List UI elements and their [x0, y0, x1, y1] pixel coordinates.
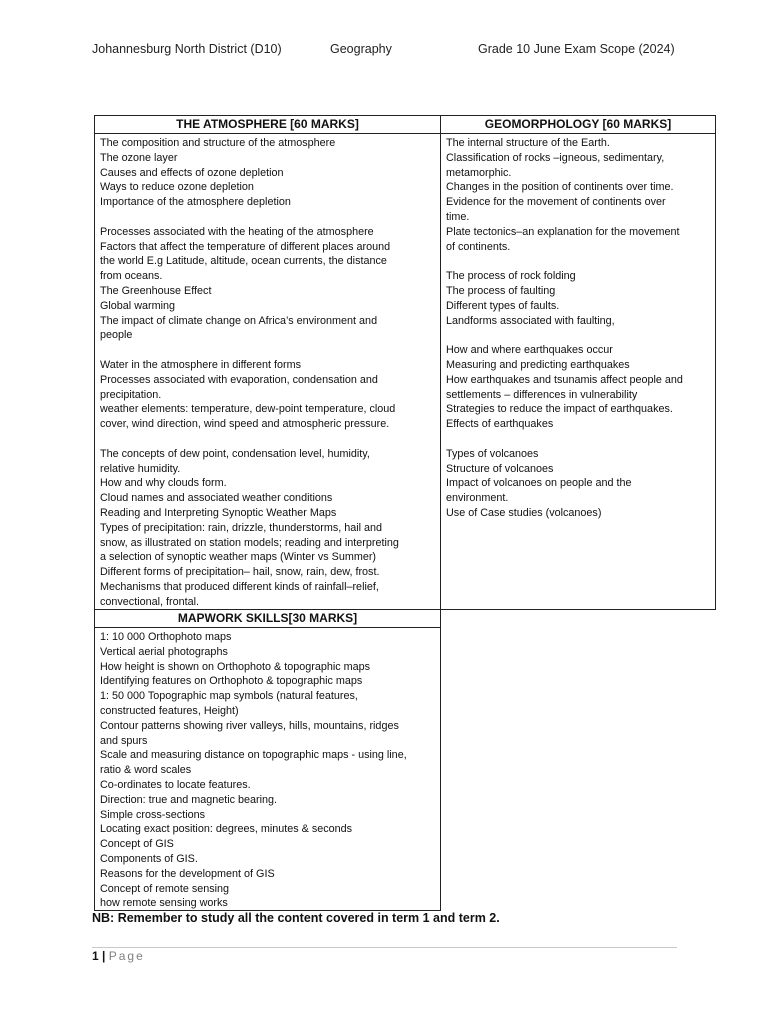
topic-line: environment.	[446, 492, 509, 505]
topic-line: settlements – differences in vulnerability	[446, 388, 638, 401]
topic-line: Use of Case studies (volcanoes)	[446, 506, 602, 519]
topic-line: Types of volcanoes	[446, 447, 539, 460]
geomorphology-title: GEOMORPHOLOGY [60 MARKS]	[441, 116, 715, 134]
topic-line: 1: 10 000 Orthophoto maps	[100, 631, 232, 643]
topic-line: Effects of earthquakes	[446, 418, 554, 431]
page-header	[92, 42, 692, 60]
topic-line: Processes associated with evaporation, condensation and	[100, 373, 378, 386]
topic-line: Concept of remote sensing	[100, 882, 230, 895]
topic-line: from oceans.	[100, 270, 163, 283]
topic-line: Direction: true and magnetic bearing.	[100, 793, 278, 806]
atmosphere-title: THE ATMOSPHERE [60 MARKS]	[95, 116, 440, 134]
topic-line: Causes and effects of ozone depletion	[100, 166, 284, 179]
topic-line: Scale and measuring distance on topographic maps - using line,	[100, 749, 407, 762]
topic-line: How earthquakes and tsunamis affect people and	[446, 373, 683, 386]
atmosphere-section	[94, 115, 441, 610]
mapwork-title: MAPWORK SKILLS[30 MARKS]	[95, 610, 440, 628]
topic-line: Importance of the atmosphere depletion	[100, 196, 291, 209]
topic-line: Contour patterns showing river valleys, hills, mountains, ridges	[100, 719, 399, 732]
topic-line: How and why clouds form.	[100, 477, 227, 490]
topic-line: metamorphic.	[446, 166, 512, 179]
topic-line: ratio & word scales	[100, 764, 192, 777]
topic-line: Reading and Interpreting Synoptic Weather Maps	[100, 506, 337, 519]
subject-label: Geography	[330, 42, 392, 56]
topic-line: Ways to reduce ozone depletion	[100, 181, 254, 194]
topic-line: The impact of climate change on Africa’s environment and	[100, 314, 378, 327]
topic-line: Evidence for the movement of continents over	[446, 196, 666, 209]
topic-line: How height is shown on Orthophoto & topographic maps	[100, 660, 371, 673]
topic-line: snow, as illustrated on station models; reading and interpreting	[100, 536, 399, 549]
page-separator: |	[102, 949, 106, 963]
topic-line: Simple cross-sections	[100, 808, 206, 821]
topic-line: Different forms of precipitation– hail, snow, rain, dew, frost.	[100, 566, 380, 579]
topic-line: The concepts of dew point, condensation level, humidity,	[100, 447, 370, 460]
topic-line: the world E.g Latitude, altitude, ocean currents, the distance	[100, 255, 387, 268]
topic-line: Different types of faults.	[446, 299, 560, 312]
topic-line: Locating exact position: degrees, minutes & seconds	[100, 823, 353, 836]
topic-line: Global warming	[100, 299, 176, 312]
topic-line: Vertical aerial photographs	[100, 645, 228, 658]
topic-line: Measuring and predicting earthquakes	[446, 358, 630, 371]
topic-line: Impact of volcanoes on people and the	[446, 477, 632, 490]
topic-line: Types of precipitation: rain, drizzle, thunderstorms, hail and	[100, 521, 383, 534]
topic-line: of continents.	[446, 240, 511, 253]
topic-line: Reasons for the development of GIS	[100, 867, 275, 880]
page-label: Page	[108, 949, 145, 963]
topic-line: Classification of rocks –igneous, sedimentary,	[446, 151, 665, 164]
topic-line: The composition and structure of the atmosphere	[100, 137, 336, 149]
topic-line: The Greenhouse Effect	[100, 284, 212, 297]
topic-line: Structure of volcanoes	[446, 462, 554, 475]
topic-line: Water in the atmosphere in different forms	[100, 358, 302, 371]
mapwork-section	[94, 609, 441, 911]
topic-line: cover, wind direction, wind speed and atmospheric pressure.	[100, 418, 390, 431]
topic-line: weather elements: temperature, dew-point temperature, cloud	[100, 403, 396, 416]
topic-line: Strategies to reduce the impact of earthquakes.	[446, 403, 673, 416]
study-note: NB: Remember to study all the content covered in term 1 and term 2.	[92, 911, 500, 925]
topic-line	[100, 210, 435, 225]
topic-line	[446, 254, 710, 269]
topic-line: time.	[446, 210, 470, 223]
page-number: 1	[92, 949, 99, 963]
topic-line: Processes associated with the heating of the atmosphere	[100, 225, 374, 238]
page-footer	[92, 949, 145, 963]
topic-line: precipitation.	[100, 388, 162, 401]
topic-line: Concept of GIS	[100, 838, 174, 851]
topic-line: The process of rock folding	[446, 270, 576, 283]
topic-line: Changes in the position of continents over time.	[446, 181, 674, 194]
topic-line: The ozone layer	[100, 151, 178, 164]
topic-line: how remote sensing works	[100, 897, 228, 910]
topic-line: The process of faulting	[446, 284, 556, 297]
topic-line: Cloud names and associated weather conditions	[100, 492, 333, 505]
topic-line: people	[100, 329, 133, 342]
topic-line: a selection of synoptic weather maps (Winter vs Summer)	[100, 551, 377, 564]
topic-line: Factors that affect the temperature of different places around	[100, 240, 391, 253]
topic-line: Mechanisms that produced different kinds of rainfall–relief,	[100, 580, 379, 593]
district-label: Johannesburg North District (D10)	[92, 42, 282, 56]
topic-line: constructed features, Height)	[100, 704, 239, 717]
topic-line: How and where earthquakes occur	[446, 344, 613, 357]
footer-divider	[92, 947, 677, 948]
topic-line	[100, 432, 435, 447]
topic-line: Plate tectonics–an explanation for the movement	[446, 225, 680, 238]
topic-line	[446, 328, 710, 343]
geomorphology-section	[440, 115, 716, 610]
topic-line	[446, 432, 710, 447]
geomorphology-topic-list	[441, 134, 715, 521]
mapwork-topic-list	[95, 628, 440, 911]
atmosphere-topic-list	[95, 134, 440, 610]
topic-line: Components of GIS.	[100, 852, 198, 865]
topic-line	[100, 343, 435, 358]
topic-line: 1: 50 000 Topographic map symbols (natural features,	[100, 690, 358, 703]
topic-line: Landforms associated with faulting,	[446, 314, 615, 327]
topic-line: The internal structure of the Earth.	[446, 137, 610, 149]
exam-scope-label: Grade 10 June Exam Scope (2024)	[478, 42, 675, 56]
topic-line: Co-ordinates to locate features.	[100, 778, 251, 791]
topic-line: relative humidity.	[100, 462, 181, 475]
topic-line: and spurs	[100, 734, 148, 747]
topic-line: Identifying features on Orthophoto & topographic maps	[100, 675, 363, 688]
topic-line: convectional, frontal.	[100, 595, 200, 608]
